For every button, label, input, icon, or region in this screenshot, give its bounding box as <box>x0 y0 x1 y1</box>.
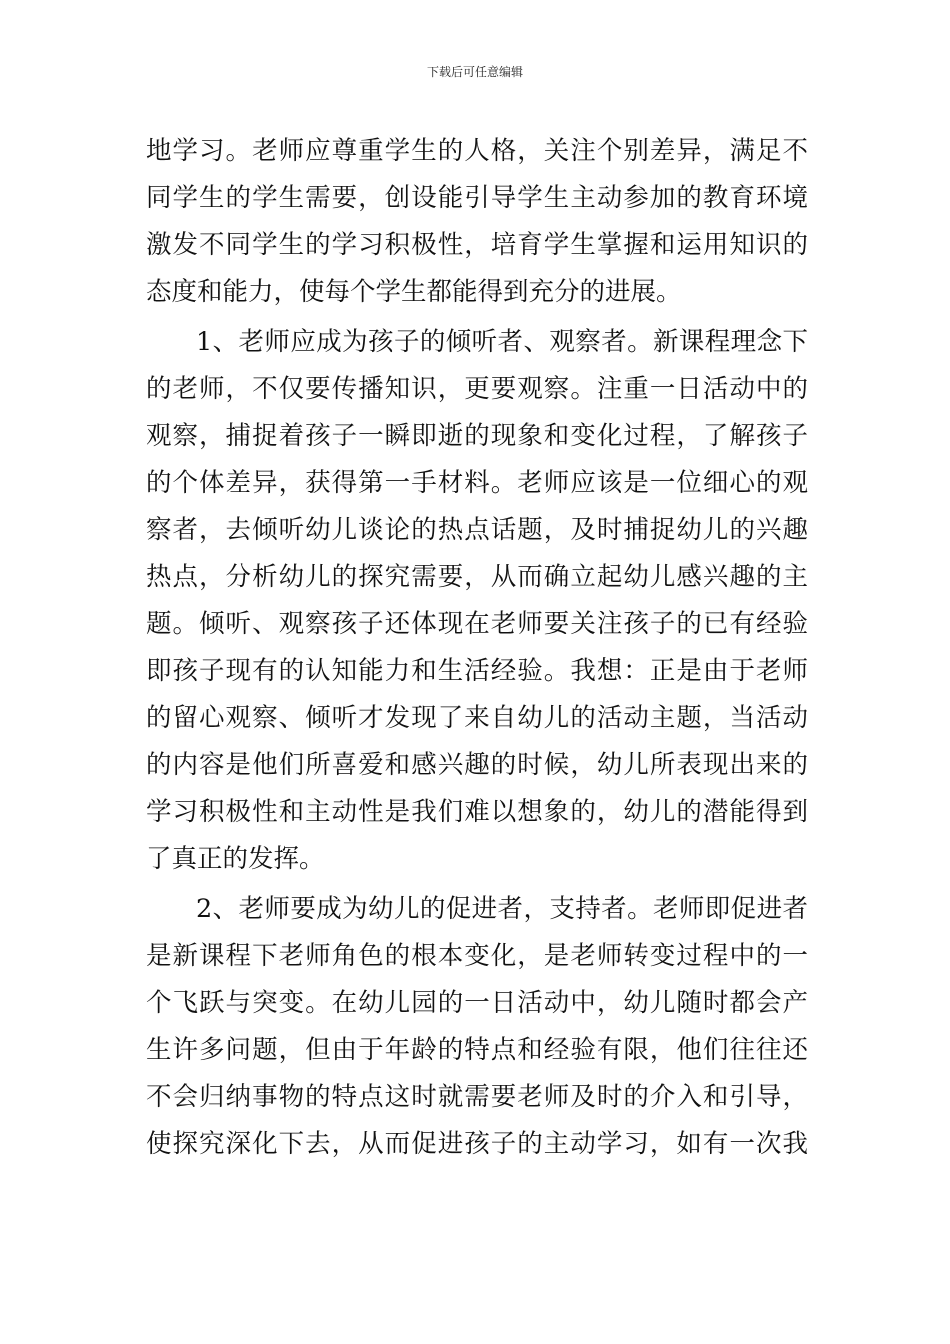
text-line: 即孩子现有的认知能力和生活经验。我想：正是由于老师 <box>146 656 808 686</box>
document-body <box>146 128 808 1168</box>
text-line: 生许多问题，但由于年龄的特点和经验有限，他们往往还 <box>146 1035 808 1065</box>
text-line: 使探究深化下去，从而促进孩子的主动学习，如有一次我 <box>146 1129 808 1159</box>
text-line: 了真正的发挥。 <box>146 844 325 874</box>
paragraph <box>146 886 808 1168</box>
text-line: 同学生的学生需要，创设能引导学生主动参加的教育环境 <box>146 183 808 213</box>
text-line: 是新课程下老师角色的根本变化，是老师转变过程中的一 <box>146 941 808 971</box>
text-line: 的老师，不仅要传播知识，更要观察。注重一日活动中的 <box>146 374 808 404</box>
text-line: 的留心观察、倾听才发现了来自幼儿的活动主题，当活动 <box>146 703 808 733</box>
text-line: 题。倾听、观察孩子还体现在老师要关注孩子的已有经验 <box>146 609 808 639</box>
text-line: 激发不同学生的学习积极性，培育学生掌握和运用知识的 <box>146 230 808 260</box>
text-line: 的内容是他们所喜爱和感兴趣的时候，幼儿所表现出来的 <box>146 750 808 780</box>
text-line: 察者，去倾听幼儿谈论的热点话题，及时捕捉幼儿的兴趣 <box>146 515 808 545</box>
text-line: 1、老师应成为孩子的倾听者、观察者。新课程理念下 <box>196 327 808 357</box>
text-line: 学习积极性和主动性是我们难以想象的，幼儿的潜能得到 <box>146 797 808 827</box>
text-line: 地学习。老师应尊重学生的人格，关注个别差异，满足不 <box>146 136 808 166</box>
text-line: 个飞跃与突变。在幼儿园的一日活动中，幼儿随时都会产 <box>146 988 808 1018</box>
text-line: 2、老师要成为幼儿的促进者，支持者。老师即促进者 <box>196 894 808 924</box>
text-line: 观察，捕捉着孩子一瞬即逝的现象和变化过程，了解孩子 <box>146 421 808 451</box>
text-line: 热点，分析幼儿的探究需要，从而确立起幼儿感兴趣的主 <box>146 562 808 592</box>
text-line: 态度和能力，使每个学生都能得到充分的进展。 <box>146 277 682 307</box>
paragraph <box>146 319 808 883</box>
text-line: 的个体差异，获得第一手材料。老师应该是一位细心的观 <box>146 468 808 498</box>
text-line: 不会归纳事物的特点这时就需要老师及时的介入和引导， <box>146 1082 808 1112</box>
page-header: 下载后可任意编辑 <box>426 65 523 79</box>
paragraph <box>146 128 808 316</box>
